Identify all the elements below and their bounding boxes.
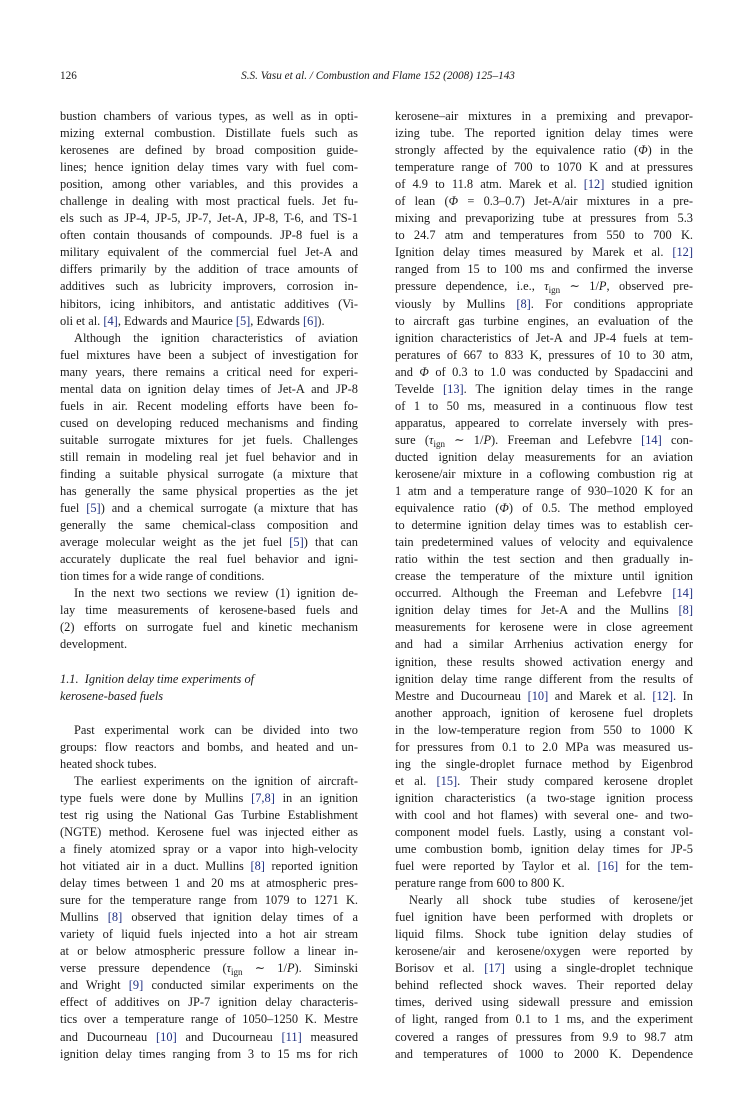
- citation-link[interactable]: [12]: [652, 688, 673, 703]
- text-line: type fuels were done by Mullins [7,8] in an ignition: [60, 790, 358, 805]
- section-heading-line: 1.1. Ignition delay time experiments of: [60, 671, 255, 686]
- text-line: sure ($\tau_{ign}$ ∼ 1/P). Freeman and Lefebvre [14] con-: [395, 432, 693, 449]
- text-line: temperature range of 700 to 1070 K and at pressures: [395, 160, 693, 175]
- text-line: In the next two sections we review (1) ignition de-: [74, 586, 358, 601]
- text-line: to determine ignition delay times was to establish cer-: [395, 518, 693, 533]
- text-line: of light, ranged from 0.1 to 1 ms, and the experiment: [395, 1012, 693, 1027]
- paragraph-gap: [60, 705, 358, 722]
- text-line: many years, there remains a critical need for experi-: [60, 364, 358, 379]
- text-line: pressure dependence, i.e., $\tau_{ign}$ ∼ 1/P, observed pre-: [395, 279, 694, 296]
- citation-link[interactable]: [5]: [86, 501, 101, 516]
- text-line: fuel [5]) and a chemical surrogate (a mixture that has: [60, 501, 358, 516]
- text-line: generally the same chemical-class composition and: [60, 518, 358, 533]
- text-line: and Ducourneau [10] and Ducourneau [11] measured: [60, 1029, 359, 1044]
- citation-link[interactable]: [8]: [516, 296, 531, 311]
- text-line: military equivalent of the commercial fuel Jet-A and: [60, 245, 358, 260]
- citation-link[interactable]: [5]: [289, 535, 304, 550]
- text-line: heated shock tubes.: [60, 756, 157, 771]
- citation-link[interactable]: [17]: [484, 961, 505, 976]
- text-line: delay times between 1 and 20 ms at atmospheric pres-: [60, 876, 358, 891]
- text-line: liquid films. Shock tube ignition delay studies of: [395, 927, 693, 942]
- text-line: ume combustion bomb, ignition delay times for JP-5: [395, 842, 693, 857]
- text-line: hot vitiated air in a duct. Mullins [8] reported ignition: [60, 859, 358, 874]
- section-heading-line: kerosene-based fuels: [60, 688, 164, 703]
- text-line: The earliest experiments on the ignition of aircraft-: [74, 773, 358, 788]
- text-line: measurements for kerosene were in close agreement: [395, 620, 693, 635]
- citation-link[interactable]: [10]: [527, 688, 549, 703]
- text-line: et al. [15]. Their study compared kerosene droplet: [395, 773, 693, 788]
- math-symbol: τ: [544, 279, 549, 294]
- page-header: [60, 70, 696, 86]
- text-line: lines; hence ignition delay times vary with fuel com-: [60, 160, 358, 175]
- text-line: behind reflected shock waves. Their reported delay: [395, 978, 693, 993]
- text-line: of lean (Φ = 0.3–0.7) Jet-A/air mixtures in a pre-: [395, 194, 694, 209]
- text-line: ignition delay time range different from the results of: [395, 671, 693, 686]
- text-line: ignition characteristics of Jet-A and JP-4 fuels at tem-: [395, 330, 693, 345]
- text-line: position, among other variables, and this provides a: [60, 177, 358, 192]
- citation-link[interactable]: [13]: [443, 381, 464, 396]
- text-line: and Wright [9] conducted similar experiments on the: [60, 978, 358, 993]
- math-symbol: P: [598, 279, 607, 294]
- text-line: fuel were reported by Taylor et al. [16] for the tem-: [395, 859, 693, 874]
- math-symbol: Φ: [419, 364, 429, 379]
- text-line: effect of additives on JP-7 ignition delay characteris-: [60, 995, 358, 1010]
- text-line: tics over a temperature range of 1050–1250 K. Mestre: [60, 1012, 358, 1027]
- text-line: oli et al. [4], Edwards and Maurice [5], Edwards [6]).: [60, 313, 325, 328]
- text-line: in the low-temperature region from 550 to 1000 K: [395, 722, 693, 737]
- text-line: and temperatures of 1000 to 2000 K. Dependence: [395, 1046, 693, 1061]
- citation-link[interactable]: [15]: [436, 773, 458, 788]
- text-line: of 1 to 50 ms, measured in a continuous flow test: [395, 398, 693, 413]
- text-line: tion times for a wide range of conditions.: [60, 569, 265, 584]
- text-line: another approach, ignition of kerosene fuel droplets: [395, 705, 693, 720]
- text-line: ignition characteristics (a two-stage ignition process: [395, 790, 693, 805]
- text-line: viously by Mullins [8]. For conditions appropriate: [395, 296, 693, 311]
- text-line: a finely atomized spray or a vapor into high-velocity: [60, 842, 358, 857]
- math-symbol: ign: [231, 967, 243, 978]
- text-line: at or below atmospheric pressure follow a linear in-: [60, 944, 358, 959]
- text-line: equivalence ratio (Φ) of 0.5. The method employed: [395, 501, 693, 516]
- text-line: Although the ignition characteristics of aviation: [74, 330, 358, 345]
- right-column: [395, 108, 693, 1063]
- text-line: Nearly all shock tube studies of kerosene/jet: [409, 893, 693, 908]
- text-line: mixing and prevaporizing tube at pressures from 5.3: [395, 211, 693, 226]
- text-line: ratio within the test section and then gradually in-: [395, 552, 693, 567]
- text-line: apparatus, appeared to correlate inversely with pres-: [395, 415, 693, 430]
- text-line: ing the single-droplet furnace method by Eigenbrod: [395, 756, 693, 771]
- citation-link[interactable]: [8]: [250, 859, 265, 874]
- page-number: 126: [60, 70, 77, 82]
- citation-link[interactable]: [4]: [103, 313, 118, 328]
- text-line: ducted ignition delay measurements for an aviation: [395, 449, 693, 464]
- text-line: fuel ignition have been performed with droplets or: [395, 910, 693, 925]
- text-line: fuels in air. Recent modeling efforts have been fo-: [60, 398, 358, 413]
- text-line: peratures of 667 to 833 K, pressures of 10 to 30 atm,: [395, 347, 693, 362]
- text-line: often contain thousands of compounds. JP-8 fuel is a: [60, 228, 358, 243]
- text-line: fuel mixtures have been a subject of investigation for: [60, 347, 358, 362]
- math-symbol: P: [286, 961, 295, 976]
- citation-link[interactable]: [8]: [107, 910, 123, 925]
- text-line: mental data on ignition delay times of Jet-A and JP-8: [60, 381, 358, 396]
- text-line: cused on developing reduced mechanisms and finding: [60, 415, 358, 430]
- text-line: Past experimental work can be divided into two: [74, 722, 358, 737]
- text-line: mizing external combustion. Distillate fuels such as: [60, 126, 358, 141]
- text-line: Mullins [8] observed that ignition delay times of a: [60, 910, 358, 925]
- text-line: suitable surrogate mixtures for jet fuels. Challenges: [60, 432, 358, 447]
- text-line: verse pressure dependence ($\tau_{ign}$ ∼ 1/P). Siminski: [60, 961, 359, 978]
- text-line: ignition, these results showed activation energy and: [395, 654, 693, 669]
- citation-link[interactable]: [16]: [597, 859, 619, 874]
- text-line: bustion chambers of various types, as well as in opti-: [60, 109, 358, 123]
- text-line: ignition delay times ranging from 3 to 15 ms for rich: [60, 1046, 358, 1061]
- text-line: times, derived using sidewall pressure and emission: [395, 995, 693, 1010]
- text-line: of 4.9 to 11.8 atm. Marek et al. [12] studied ignition: [395, 177, 693, 192]
- text-line: kerosene–air mixtures in a premixing and prevapor-: [395, 109, 693, 123]
- math-symbol: ign: [433, 438, 445, 449]
- text-line: perature range from 600 to 800 K.: [395, 876, 565, 891]
- text-line: sure for the temperature range from 1079 to 1271 K.: [60, 893, 358, 908]
- text-line: ranged from 15 to 100 ms and confirmed the inverse: [395, 262, 693, 277]
- text-line: Tevelde [13]. The ignition delay times in the range: [395, 381, 693, 396]
- text-line: Borisov et al. [17] using a single-droplet technique: [395, 961, 693, 976]
- text-line: (NGTE) method. Kerosene fuel was injected either as: [60, 824, 358, 839]
- text-line: to 24.7 atm and temperatures from 550 to 700 K.: [395, 228, 693, 243]
- text-line: covered a ranges of pressures from 9.9 to 98.7 atm: [395, 1029, 693, 1044]
- citation-link[interactable]: [12]: [672, 245, 693, 260]
- paragraph-gap: [60, 654, 358, 671]
- text-line: strongly affected by the equivalence ratio (Φ) in the: [395, 143, 693, 158]
- text-line: kerosene/air mixture in a coflowing combustion rig at: [395, 466, 693, 481]
- text-line: to aircraft gas turbine engines, an evaluation of the: [395, 313, 693, 328]
- citation-link[interactable]: [6]: [302, 313, 318, 328]
- text-line: Ignition delay times measured by Marek et al. [12]: [395, 245, 693, 260]
- text-line: (2) efforts on surrogate fuel and kinetic mechanism: [60, 620, 358, 635]
- running-head: S.S. Vasu et al. / Combustion and Flame 152 (2008) 125–143: [241, 70, 515, 82]
- math-symbol: P: [483, 432, 492, 447]
- text-line: has generally the same physical properties as the jet: [60, 484, 358, 499]
- citation-link[interactable]: [5]: [235, 313, 251, 328]
- text-line: and Φ of 0.3 to 1.0 was conducted by Spadaccini and: [395, 364, 693, 379]
- citation-link[interactable]: [9]: [128, 978, 144, 993]
- text-line: additives such as lubricity improvers, corrosion in-: [60, 279, 358, 294]
- citation-link[interactable]: [7,8]: [251, 790, 275, 805]
- left-column: [60, 108, 358, 1063]
- text-line: occurred. Although the Freeman and Lefebvre [14]: [395, 586, 693, 601]
- text-line: izing tube. The reported ignition delay times were: [395, 126, 693, 141]
- citation-link[interactable]: [14]: [672, 586, 693, 601]
- text-line: accurately duplicate the real fuel behavior and igni-: [60, 552, 358, 567]
- text-line: 1 atm and a temperature range of 930–1020 K for an: [395, 484, 693, 499]
- text-line: ignition delay times for Jet-A and the Mullins [8]: [395, 603, 693, 618]
- text-line: for pressures from 0.1 to 2.0 MPa was measured us-: [395, 739, 693, 754]
- text-line: finding a suitable physical surrogate (a mixture that: [60, 466, 358, 481]
- math-symbol: τ: [429, 432, 434, 447]
- text-line: variety of liquid fuels injected into a hot air stream: [60, 927, 358, 942]
- citation-link[interactable]: [8]: [678, 603, 693, 618]
- text-line: hibitors, icing inhibitors, and antistatic additives (Vi-: [60, 296, 358, 311]
- text-line: els such as JP-4, JP-5, JP-7, Jet-A, JP-8, T-6, and TS-1: [60, 211, 358, 226]
- math-symbol: Φ: [499, 501, 509, 516]
- citation-link[interactable]: [12]: [583, 177, 605, 192]
- math-symbol: Φ: [638, 143, 648, 158]
- text-line: crease the temperature of the mixture until ignition: [395, 569, 693, 584]
- text-line: component model fuels. Lastly, using a constant vol-: [395, 824, 693, 839]
- text-line: differs primarily by the addition of trace amounts of: [60, 262, 358, 277]
- text-line: with cool and hot flames) with several one- and two-: [395, 807, 693, 822]
- text-line: groups: flow reactors and bombs, and heated and un-: [60, 739, 358, 754]
- citation-link[interactable]: [10]: [156, 1029, 177, 1044]
- citation-link[interactable]: [11]: [281, 1029, 302, 1044]
- text-line: lay time measurements of kerosene-based fuels and: [60, 603, 358, 618]
- math-symbol: ign: [548, 285, 561, 296]
- math-symbol: Φ: [448, 194, 459, 209]
- text-line: challenge in dealing with most practical fuels. Jet fu-: [60, 194, 358, 209]
- text-line: average molecular weight as the jet fuel [5]) that can: [60, 535, 358, 550]
- text-line: kerosene/air and kerosene/oxygen were reported by: [395, 944, 693, 959]
- math-symbol: τ: [226, 961, 232, 976]
- text-line: kerosenes are defined by broad composition guide-: [60, 143, 358, 158]
- citation-link[interactable]: [14]: [641, 432, 662, 447]
- text-line: Mestre and Ducourneau [10] and Marek et al. [12]. In: [395, 688, 693, 703]
- text-line: test rig using the National Gas Turbine Establishment: [60, 807, 358, 822]
- text-line: still remain in modeling real jet fuel behavior and in: [60, 449, 358, 464]
- text-line: tain predetermined values of velocity and equivalence: [395, 535, 693, 550]
- text-line: and had a similar Arrhenius activation energy for: [395, 637, 693, 652]
- text-line: development.: [60, 637, 128, 652]
